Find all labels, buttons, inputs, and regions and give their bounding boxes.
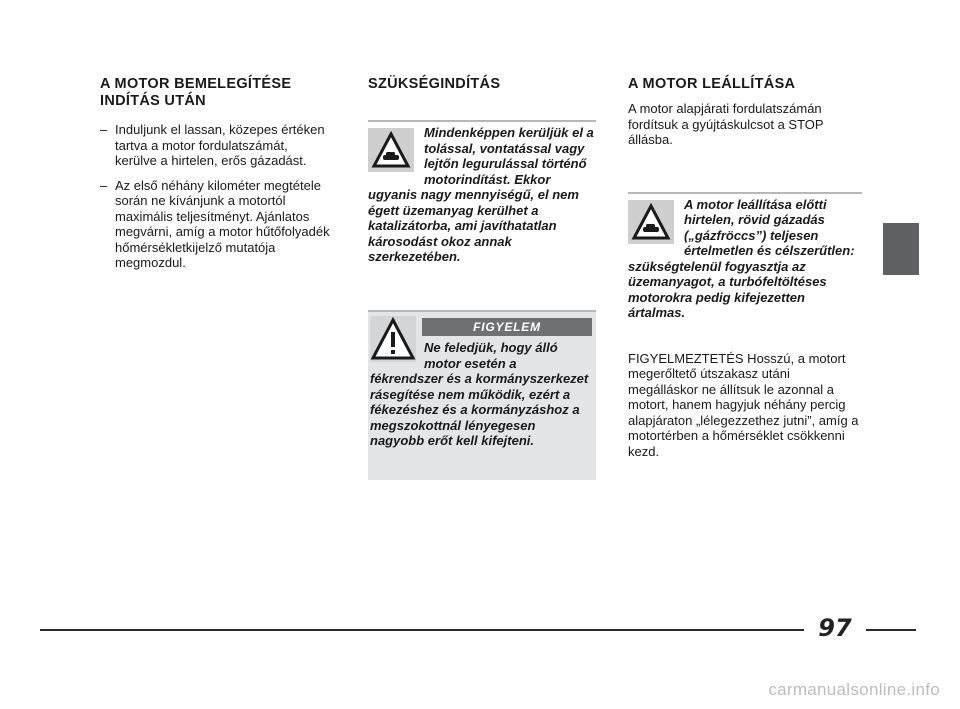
section-heading-warmup: A MOTOR BEMELEGÍTÉSE INDÍTÁS UTÁN: [100, 76, 292, 109]
list-item: [100, 178, 330, 271]
column-warmup: [100, 76, 330, 280]
caution-label: FIGYELEM: [422, 318, 592, 336]
stop-intro: A motor alapjárati fordulatszámán fordítsuk a gyújtáskulcsot a STOP állásba.: [628, 101, 824, 147]
dash-bullet: –: [100, 177, 108, 193]
footer-rule-left: [40, 629, 804, 631]
watermark: carmanualsonline.info: [768, 680, 940, 699]
environment-note: [368, 120, 596, 265]
caution-intro: Ne feledjük, hogy álló motor esetén a: [424, 340, 558, 371]
section-heading-stop: A MOTOR LEÁLLÍTÁSA: [628, 76, 796, 92]
dash-bullet: –: [100, 122, 108, 137]
warmup-list: [100, 122, 330, 271]
car-warning-triangle-icon: [368, 128, 414, 172]
caution-text: [370, 340, 592, 449]
caution-box: [368, 310, 596, 480]
environment-note-stop-text: A motor leállítása előtti hirtelen, rövid gázadás („gázfröccs”) teljesen értelmetlen és célszerűtlen: szükségtelenül fogyasztja az üzemanyagot, a turbófeltöltéses motorokra pedig kifejezetten ártalmas.: [628, 196, 855, 320]
section-heading-emergency: SZÜKSÉGINDÍTÁS: [368, 76, 501, 92]
list-item-text: Induljunk el lassan, közepes értéken tartva a motor fordulatszámát, kerülve a hirtelen, erős gázadást.: [115, 122, 325, 168]
warning-paragraph: FIGYELMEZTETÉS Hosszú, a motort megerőltető útszakasz utáni megálláskor ne állítsuk le azonnal a motort, hanem hagyjuk néhány percig alapjáraton „lélegezzethez jutni”, amíg a motortérben a hőmérséklet csökkenni kezd.: [628, 350, 859, 459]
list-item: [100, 122, 330, 169]
environment-note-text: Mindenképpen kerüljük el a tolással, vontatással vagy lejtőn legurulással történő motorindítást. Ekkor ugyanis nagy mennyiségű, el nem égett üzemanyag kerülhet a katalizátorba, ami javíthatatlan károsodást okoz annak szerkezetében.: [368, 125, 594, 264]
caution-rest: fékrendszer és a kormányszerkezet rásegítése nem működik, ezért a fékezéshez és a kormányzáshoz a megszokottnál lényegesen nagyobb erőt kell kifejteni.: [370, 371, 589, 448]
page-number: 97: [818, 614, 852, 642]
environment-note-stop: [628, 192, 862, 321]
column-engine-stop: [628, 76, 862, 459]
car-warning-triangle-icon: [628, 200, 674, 244]
column-emergency-start: [368, 76, 596, 265]
section-tab-marker: [883, 223, 919, 275]
list-item-text: Az első néhány kilométer megtétele során ne kívánjunk a motortól maximális teljesítményt. Ajánlatos megvárni, amíg a motor hűtőfolyadék hőmérsékletkijelző mutatója megmozdul.: [115, 177, 330, 270]
footer-rule-right: [866, 629, 916, 631]
